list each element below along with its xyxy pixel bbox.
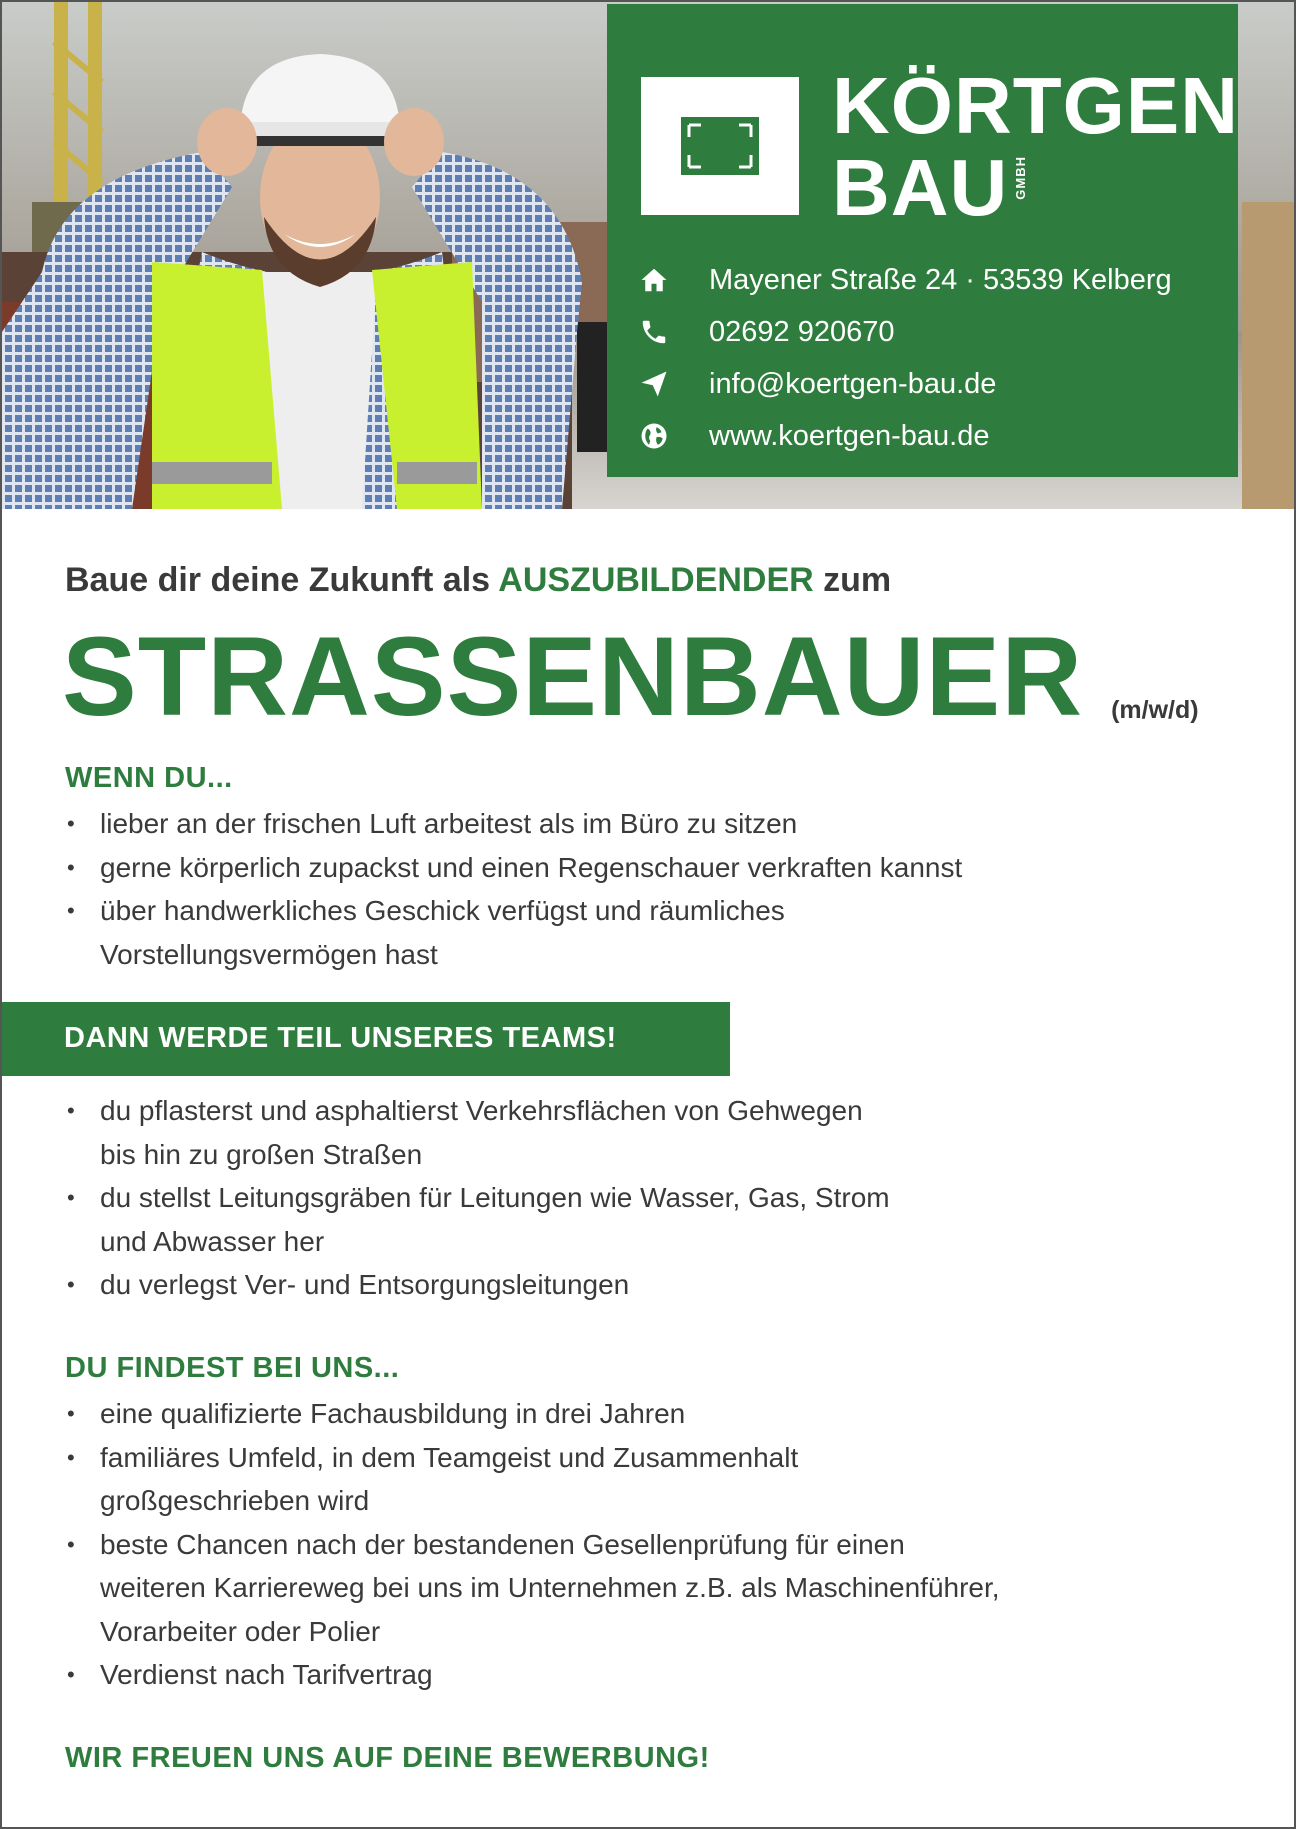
list-item-continuation: bis hin zu großen Straßen: [100, 1138, 423, 1170]
list-item: • eine qualifizierte Fachausbildung in drei Jahren: [65, 1392, 1000, 1436]
requirements-list: [65, 802, 962, 976]
contact-address: [637, 254, 1172, 306]
team-banner-text: DANN WERDE TEIL UNSERES TEAMS!: [64, 1022, 617, 1054]
contact-email-text: info@koertgen-bau.de: [709, 367, 997, 400]
company-name-line1: KÖRTGEN: [832, 61, 1239, 150]
job-title-gender-suffix: (m/w/d): [1111, 696, 1199, 724]
team-banner: [2, 1002, 730, 1076]
contact-email[interactable]: [637, 358, 1172, 410]
section-heading-if: WENN DU...: [65, 762, 233, 794]
contact-address-text: Mayener Straße 24 · 53539 Kelberg: [709, 263, 1172, 296]
intro-highlight: AUSZUBILDENDER: [498, 561, 814, 599]
list-item: • Verdienst nach Tarifvertrag: [65, 1653, 1000, 1697]
contact-phone[interactable]: [637, 306, 1172, 358]
company-legal-form: GMBH: [1013, 156, 1029, 200]
job-title: STRASSENBAUER: [62, 614, 1084, 739]
contact-website-text: www.koertgen-bau.de: [709, 419, 990, 452]
list-item-continuation: großgeschrieben wird: [100, 1485, 370, 1516]
company-brand-box: [607, 4, 1238, 477]
list-item: • lieber an der frischen Luft arbeitest als im Büro zu sitzen: [65, 802, 962, 846]
list-item: • du stellst Leitungsgräben für Leitungen wie Wasser, Gas, Strom: [65, 1176, 890, 1220]
list-item: • beste Chancen nach der bestandenen Gesellenprüfung für einen: [65, 1523, 1000, 1567]
list-item: • gerne körperlich zupackst und einen Regenschauer verkraften kannst: [65, 846, 962, 890]
intro-prefix: Baue dir deine Zukunft als: [65, 561, 499, 599]
intro-line: [65, 561, 891, 600]
closing-call-to-action: WIR FREUEN UNS AUF DEINE BEWERBUNG!: [65, 1742, 710, 1774]
list-item-continuation: und Abwasser her: [100, 1225, 325, 1257]
contact-phone-text: 02692 920670: [709, 315, 895, 348]
contact-website[interactable]: [637, 410, 1172, 462]
section-heading-offer: DU FINDEST BEI UNS...: [65, 1352, 400, 1384]
home-icon: [637, 263, 671, 297]
list-item-continuation: weiteren Karriereweg bei uns im Unternehmen z.B. als Maschinenführer,: [100, 1572, 1000, 1603]
list-item: • familiäres Umfeld, in dem Teamgeist und Zusammenhalt: [65, 1436, 1000, 1480]
phone-icon: [637, 315, 671, 349]
header: [2, 2, 1294, 509]
send-icon: [637, 367, 671, 401]
list-item: • du pflasterst und asphaltierst Verkehrsflächen von Gehwegen: [65, 1089, 890, 1133]
list-item: • über handwerkliches Geschick verfügst und räumliches: [65, 889, 962, 933]
intro-suffix: zum: [813, 561, 892, 599]
benefits-list: [65, 1392, 1000, 1697]
company-name-line2: BAU: [832, 143, 1009, 232]
contact-list: [637, 254, 1172, 462]
list-item: • du verlegst Ver- und Entsorgungsleitungen: [65, 1263, 890, 1307]
list-item-continuation: Vorstellungsvermögen hast: [100, 938, 438, 970]
tasks-list: [65, 1089, 890, 1307]
list-item-continuation: Vorarbeiter oder Polier: [100, 1615, 381, 1647]
job-title-row: [62, 614, 1199, 739]
square-cross-logo-icon: [641, 77, 799, 215]
company-name: [832, 61, 1239, 232]
globe-icon: [637, 419, 671, 453]
